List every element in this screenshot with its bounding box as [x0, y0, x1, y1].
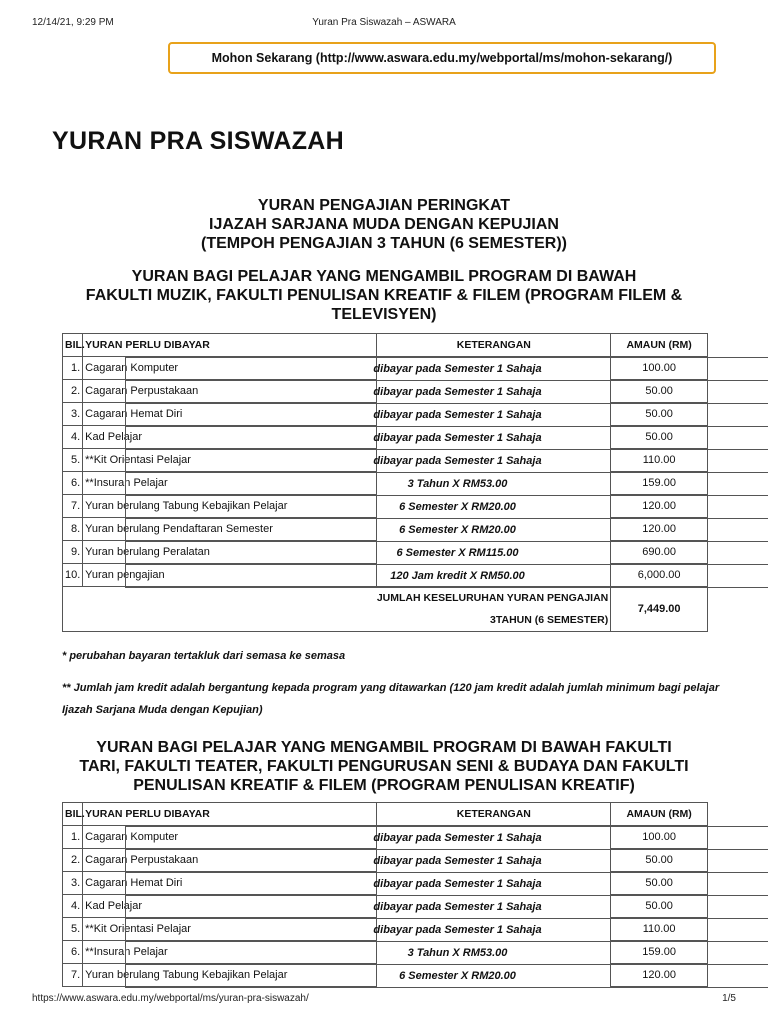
row-note: 6 Semester X RM20.00: [125, 495, 768, 519]
row-item: Yuran berulang Pendaftaran Semester: [83, 518, 377, 541]
row-item: Kad Pelajar: [83, 426, 377, 449]
group1-heading-line: YURAN BAGI PELAJAR YANG MENGAMBIL PROGRAM DI BAWAH: [131, 268, 637, 285]
row-amount: 690.00: [611, 541, 708, 564]
header-amount: AMAUN (RM): [611, 803, 708, 826]
row-amount: 159.00: [611, 941, 708, 964]
fee-table-group2: [62, 802, 708, 987]
section-heading-line: (TEMPOH PENGAJIAN 3 TAHUN (6 SEMESTER)): [201, 235, 567, 252]
row-item: **Kit Orientasi Pelajar: [83, 449, 377, 472]
row-item: Cagaran Hemat Diri: [83, 403, 377, 426]
note-credit-hours: ** Jumlah jam kredit adalah bergantung kepada program yang ditawarkan (120 jam kredit adalah jumlah minimum bagi pelajar Ijazah Sarjana Muda dengan Kepujian): [62, 682, 720, 716]
row-note: 120 Jam kredit X RM50.00: [125, 564, 768, 588]
group1-heading-line: TELEVISYEN): [331, 306, 437, 323]
header-amount: AMAUN (RM): [611, 334, 708, 357]
table-row: [63, 564, 708, 587]
row-number: 1.: [63, 826, 83, 849]
row-amount: 100.00: [611, 357, 708, 380]
group2-heading-line: TARI, FAKULTI TEATER, FAKULTI PENGURUSAN SENI & BUDAYA DAN FAKULTI: [79, 758, 689, 775]
table-row: [63, 918, 708, 941]
table-row: [63, 849, 708, 872]
header-note: KETERANGAN: [377, 334, 611, 357]
group1-heading-line: FAKULTI MUZIK, FAKULTI PENULISAN KREATIF & FILEM (PROGRAM FILEM &: [85, 287, 683, 304]
row-item: **Insuran Pelajar: [83, 472, 377, 495]
row-note: dibayar pada Semester 1 Sahaja: [125, 357, 768, 381]
row-note: 3 Tahun X RM53.00: [125, 941, 768, 965]
row-number: 8.: [63, 518, 83, 541]
row-amount: 159.00: [611, 472, 708, 495]
row-item: **Insuran Pelajar: [83, 941, 377, 964]
row-note: 6 Semester X RM115.00: [125, 541, 768, 565]
table-row: [63, 449, 708, 472]
row-note: 6 Semester X RM20.00: [125, 964, 768, 988]
header-note: KETERANGAN: [377, 803, 611, 826]
row-amount: 100.00: [611, 826, 708, 849]
row-note: dibayar pada Semester 1 Sahaja: [125, 426, 768, 450]
total-label: [63, 587, 611, 632]
note-fee-change: * perubahan bayaran tertakluk dari semasa ke semasa: [62, 650, 346, 662]
total-label-line: 3TAHUN (6 SEMESTER): [490, 614, 609, 626]
print-url: https://www.aswara.edu.my/webportal/ms/yuran-pra-siswazah/: [32, 993, 309, 1004]
group2-heading: [60, 738, 708, 795]
row-item: Cagaran Hemat Diri: [83, 872, 377, 895]
row-item: Yuran pengajian: [83, 564, 377, 587]
header-bil: BIL.: [63, 803, 83, 826]
group2-heading-line: YURAN BAGI PELAJAR YANG MENGAMBIL PROGRAM DI BAWAH FAKULTI: [96, 739, 672, 756]
header-item: YURAN PERLU DIBAYAR: [83, 334, 377, 357]
table-row: [63, 941, 708, 964]
row-note: dibayar pada Semester 1 Sahaja: [125, 895, 768, 919]
row-amount: 50.00: [611, 380, 708, 403]
print-header: [0, 17, 768, 31]
table-row: [63, 895, 708, 918]
row-item: Cagaran Perpustakaan: [83, 380, 377, 403]
row-number: 9.: [63, 541, 83, 564]
table-row: [63, 357, 708, 380]
row-number: 10.: [63, 564, 83, 587]
row-number: 3.: [63, 872, 83, 895]
total-amount: 7,449.00: [611, 587, 708, 632]
row-number: 2.: [63, 849, 83, 872]
row-number: 7.: [63, 495, 83, 518]
row-item: Kad Pelajar: [83, 895, 377, 918]
table-row: [63, 518, 708, 541]
row-note: dibayar pada Semester 1 Sahaja: [125, 449, 768, 473]
table-row: [63, 826, 708, 849]
row-amount: 50.00: [611, 426, 708, 449]
print-page-number: 1/5: [722, 993, 736, 1004]
row-number: 6.: [63, 941, 83, 964]
row-number: 1.: [63, 357, 83, 380]
table-row: [63, 380, 708, 403]
section-heading-line: YURAN PENGAJIAN PERINGKAT: [257, 197, 511, 214]
row-item: **Kit Orientasi Pelajar: [83, 918, 377, 941]
row-note: 6 Semester X RM20.00: [125, 518, 768, 542]
row-number: 5.: [63, 449, 83, 472]
row-amount: 50.00: [611, 849, 708, 872]
print-footer: [0, 993, 768, 1007]
row-number: 2.: [63, 380, 83, 403]
table-row: [63, 872, 708, 895]
row-item: Cagaran Komputer: [83, 357, 377, 380]
row-amount: 110.00: [611, 449, 708, 472]
row-amount: 50.00: [611, 872, 708, 895]
row-number: 4.: [63, 895, 83, 918]
row-note: dibayar pada Semester 1 Sahaja: [125, 872, 768, 896]
table-row: [63, 964, 708, 987]
row-item: Yuran berulang Peralatan: [83, 541, 377, 564]
table-total-row: [63, 587, 708, 632]
row-amount: 6,000.00: [611, 564, 708, 587]
total-label-line: JUMLAH KESELURUHAN YURAN PENGAJIAN: [376, 592, 609, 604]
row-item: Yuran berulang Tabung Kebajikan Pelajar: [83, 495, 377, 518]
row-note: dibayar pada Semester 1 Sahaja: [125, 918, 768, 942]
row-note: dibayar pada Semester 1 Sahaja: [125, 403, 768, 427]
print-datetime: 12/14/21, 9:29 PM: [32, 17, 114, 28]
row-number: 3.: [63, 403, 83, 426]
group1-heading: [60, 267, 708, 324]
apply-now-link[interactable]: Mohon Sekarang (http://www.aswara.edu.my/webportal/ms/mohon-sekarang/): [168, 42, 716, 74]
table-header-row: [63, 334, 708, 357]
section-heading-line: IJAZAH SARJANA MUDA DENGAN KEPUJIAN: [209, 216, 559, 233]
row-item: Yuran berulang Tabung Kebajikan Pelajar: [83, 964, 377, 987]
row-note: dibayar pada Semester 1 Sahaja: [125, 380, 768, 404]
print-page-title: Yuran Pra Siswazah – ASWARA: [312, 17, 456, 28]
page-title: YURAN PRA SISWAZAH: [52, 127, 344, 155]
table-row: [63, 495, 708, 518]
row-note: dibayar pada Semester 1 Sahaja: [125, 826, 768, 850]
table-row: [63, 426, 708, 449]
row-note: dibayar pada Semester 1 Sahaja: [125, 849, 768, 873]
row-number: 6.: [63, 472, 83, 495]
row-amount: 120.00: [611, 495, 708, 518]
table-header-row: [63, 803, 708, 826]
table-row: [63, 472, 708, 495]
header-bil: BIL.: [63, 334, 83, 357]
row-amount: 110.00: [611, 918, 708, 941]
row-item: Cagaran Perpustakaan: [83, 849, 377, 872]
row-amount: 120.00: [611, 518, 708, 541]
table-row: [63, 403, 708, 426]
row-amount: 120.00: [611, 964, 708, 987]
row-note: 3 Tahun X RM53.00: [125, 472, 768, 496]
header-item: YURAN PERLU DIBAYAR: [83, 803, 377, 826]
fee-table-group1: [62, 333, 708, 632]
row-number: 5.: [63, 918, 83, 941]
row-number: 4.: [63, 426, 83, 449]
group2-heading-line: PENULISAN KREATIF & FILEM (PROGRAM PENULISAN KREATIF): [133, 777, 635, 794]
row-number: 7.: [63, 964, 83, 987]
section-heading: [60, 196, 708, 253]
table-row: [63, 541, 708, 564]
row-amount: 50.00: [611, 403, 708, 426]
row-item: Cagaran Komputer: [83, 826, 377, 849]
row-amount: 50.00: [611, 895, 708, 918]
